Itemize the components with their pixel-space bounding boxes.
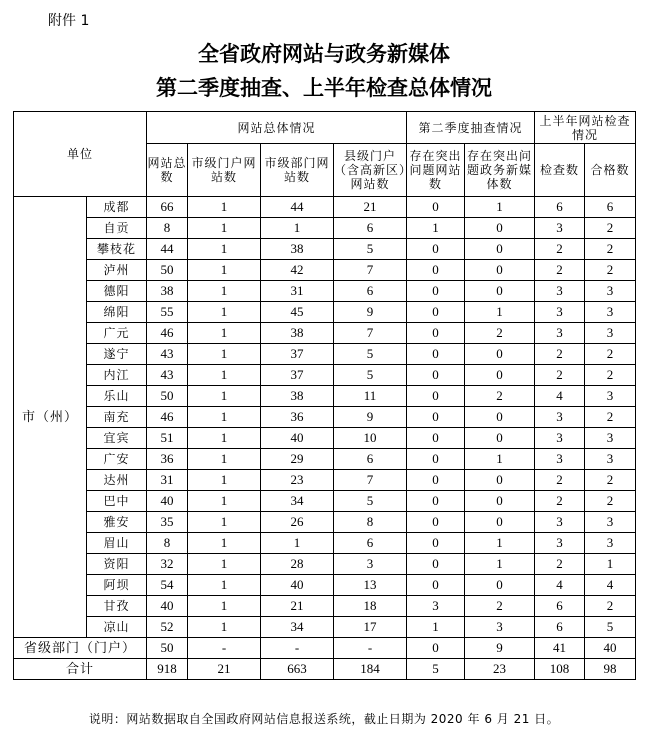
header-col-city-portal: 市级门户网站数 bbox=[188, 144, 261, 197]
city-name: 甘孜 bbox=[87, 596, 147, 617]
cell-value: 40 bbox=[585, 638, 636, 659]
cell-value: 3 bbox=[585, 302, 636, 323]
cell-value: 0 bbox=[407, 554, 465, 575]
title-line-2: 第二季度抽查、上半年检查总体情况 bbox=[156, 75, 492, 100]
cell-value: 3 bbox=[407, 596, 465, 617]
cell-value: 43 bbox=[147, 344, 188, 365]
table-row bbox=[14, 407, 636, 428]
cell-value: 6 bbox=[334, 218, 407, 239]
cell-value: 3 bbox=[535, 428, 585, 449]
city-group-label: 市（州） bbox=[14, 197, 87, 638]
cell-value: - bbox=[334, 638, 407, 659]
cell-value: 29 bbox=[261, 449, 334, 470]
cell-value: 2 bbox=[585, 260, 636, 281]
cell-value: 10 bbox=[334, 428, 407, 449]
cell-value: 0 bbox=[465, 344, 535, 365]
city-name: 广元 bbox=[87, 323, 147, 344]
table-row bbox=[14, 281, 636, 302]
cell-value: 0 bbox=[465, 575, 535, 596]
provincial-label: 省级部门（门户） bbox=[14, 638, 147, 659]
cell-value: 6 bbox=[585, 197, 636, 218]
attachment-label: 附件 1 bbox=[48, 13, 90, 29]
table-row bbox=[14, 533, 636, 554]
provincial-row bbox=[14, 638, 636, 659]
cell-value: 0 bbox=[465, 281, 535, 302]
cell-value: 2 bbox=[585, 596, 636, 617]
table-row bbox=[14, 218, 636, 239]
cell-value: 1 bbox=[261, 218, 334, 239]
cell-value: 0 bbox=[407, 323, 465, 344]
cell-value: 1 bbox=[407, 617, 465, 638]
cell-value: 32 bbox=[147, 554, 188, 575]
cell-value: 45 bbox=[261, 302, 334, 323]
cell-value: 43 bbox=[147, 365, 188, 386]
cell-value: 918 bbox=[147, 659, 188, 680]
cell-value: 0 bbox=[407, 386, 465, 407]
cell-value: 1 bbox=[407, 218, 465, 239]
cell-value: 52 bbox=[147, 617, 188, 638]
city-name: 眉山 bbox=[87, 533, 147, 554]
cell-value: 50 bbox=[147, 638, 188, 659]
cell-value: 1 bbox=[188, 428, 261, 449]
cell-value: 0 bbox=[465, 512, 535, 533]
cell-value: 3 bbox=[334, 554, 407, 575]
table-row bbox=[14, 386, 636, 407]
cell-value: 0 bbox=[407, 365, 465, 386]
header-col-problem-websites: 存在突出问题网站数 bbox=[407, 144, 465, 197]
cell-value: 2 bbox=[535, 344, 585, 365]
cell-value: 184 bbox=[334, 659, 407, 680]
city-name: 德阳 bbox=[87, 281, 147, 302]
cell-value: 0 bbox=[465, 407, 535, 428]
cell-value: 1 bbox=[188, 365, 261, 386]
total-row bbox=[14, 659, 636, 680]
header-group-h1: 上半年网站检查情况 bbox=[535, 112, 636, 144]
cell-value: 2 bbox=[585, 218, 636, 239]
cell-value: 1 bbox=[188, 596, 261, 617]
cell-value: 0 bbox=[407, 260, 465, 281]
total-label: 合计 bbox=[14, 659, 147, 680]
city-name: 内江 bbox=[87, 365, 147, 386]
cell-value: 6 bbox=[334, 281, 407, 302]
cell-value: 34 bbox=[261, 617, 334, 638]
header-col-problem-newmedia: 存在突出问题政务新媒体数 bbox=[465, 144, 535, 197]
cell-value: 9 bbox=[465, 638, 535, 659]
cell-value: 2 bbox=[585, 491, 636, 512]
header-col-total-websites: 网站总数 bbox=[147, 144, 188, 197]
cell-value: 1 bbox=[188, 281, 261, 302]
cell-value: 1 bbox=[465, 554, 535, 575]
cell-value: 3 bbox=[535, 302, 585, 323]
cell-value: 38 bbox=[261, 323, 334, 344]
cell-value: 6 bbox=[535, 596, 585, 617]
city-name: 泸州 bbox=[87, 260, 147, 281]
cell-value: 35 bbox=[147, 512, 188, 533]
table-row bbox=[14, 512, 636, 533]
cell-value: 34 bbox=[261, 491, 334, 512]
cell-value: 8 bbox=[147, 533, 188, 554]
cell-value: 2 bbox=[465, 386, 535, 407]
cell-value: 3 bbox=[535, 407, 585, 428]
table-row bbox=[14, 197, 636, 218]
cell-value: 0 bbox=[407, 428, 465, 449]
cell-value: 2 bbox=[465, 323, 535, 344]
cell-value: 1 bbox=[465, 533, 535, 554]
cell-value: 36 bbox=[147, 449, 188, 470]
cell-value: 663 bbox=[261, 659, 334, 680]
cell-value: 0 bbox=[465, 239, 535, 260]
title-line-1: 全省政府网站与政务新媒体 bbox=[198, 41, 450, 66]
cell-value: 1 bbox=[188, 617, 261, 638]
table-row bbox=[14, 575, 636, 596]
cell-value: 1 bbox=[188, 512, 261, 533]
cell-value: 2 bbox=[535, 239, 585, 260]
city-name: 凉山 bbox=[87, 617, 147, 638]
cell-value: 40 bbox=[147, 596, 188, 617]
cell-value: 5 bbox=[585, 617, 636, 638]
cell-value: 3 bbox=[585, 449, 636, 470]
cell-value: 2 bbox=[535, 260, 585, 281]
cell-value: 1 bbox=[188, 302, 261, 323]
cell-value: 5 bbox=[334, 239, 407, 260]
cell-value: 0 bbox=[465, 470, 535, 491]
city-name: 遂宁 bbox=[87, 344, 147, 365]
header-col-county-portal: 县级门户（含高新区）网站数 bbox=[334, 144, 407, 197]
cell-value: 1 bbox=[188, 218, 261, 239]
cell-value: 18 bbox=[334, 596, 407, 617]
cell-value: 44 bbox=[261, 197, 334, 218]
cell-value: 31 bbox=[261, 281, 334, 302]
cell-value: 5 bbox=[334, 344, 407, 365]
cell-value: 3 bbox=[585, 512, 636, 533]
cell-value: 40 bbox=[261, 575, 334, 596]
header-row-1 bbox=[14, 112, 636, 144]
header-unit: 单位 bbox=[14, 112, 147, 197]
cell-value: 2 bbox=[535, 491, 585, 512]
table-row bbox=[14, 344, 636, 365]
cell-value: 0 bbox=[407, 512, 465, 533]
cell-value: 1 bbox=[188, 533, 261, 554]
cell-value: 55 bbox=[147, 302, 188, 323]
cell-value: 1 bbox=[465, 302, 535, 323]
table-row bbox=[14, 554, 636, 575]
cell-value: 0 bbox=[465, 428, 535, 449]
cell-value: - bbox=[188, 638, 261, 659]
cell-value: 66 bbox=[147, 197, 188, 218]
cell-value: 0 bbox=[407, 281, 465, 302]
city-name: 成都 bbox=[87, 197, 147, 218]
cell-value: 42 bbox=[261, 260, 334, 281]
table-row bbox=[14, 617, 636, 638]
cell-value: 4 bbox=[585, 575, 636, 596]
table-row bbox=[14, 302, 636, 323]
header-col-qualified: 合格数 bbox=[585, 144, 636, 197]
city-name: 资阳 bbox=[87, 554, 147, 575]
cell-value: 108 bbox=[535, 659, 585, 680]
cell-value: 3 bbox=[585, 428, 636, 449]
footnote: 说明：网站数据取自全国政府网站信息报送系统，截止日期为 2020 年 6 月 21 日。 bbox=[88, 712, 560, 726]
cell-value: 13 bbox=[334, 575, 407, 596]
cell-value: 46 bbox=[147, 407, 188, 428]
cell-value: 8 bbox=[334, 512, 407, 533]
cell-value: 7 bbox=[334, 470, 407, 491]
cell-value: 31 bbox=[147, 470, 188, 491]
cell-value: 1 bbox=[188, 470, 261, 491]
cell-value: 7 bbox=[334, 260, 407, 281]
cell-value: 1 bbox=[188, 491, 261, 512]
table-row bbox=[14, 323, 636, 344]
header-col-checked: 检查数 bbox=[535, 144, 585, 197]
cell-value: 0 bbox=[465, 260, 535, 281]
cell-value: 50 bbox=[147, 260, 188, 281]
table-row bbox=[14, 449, 636, 470]
cell-value: 5 bbox=[334, 491, 407, 512]
table-row bbox=[14, 239, 636, 260]
city-name: 巴中 bbox=[87, 491, 147, 512]
cell-value: 23 bbox=[465, 659, 535, 680]
cell-value: 0 bbox=[465, 365, 535, 386]
table-row bbox=[14, 596, 636, 617]
cell-value: 0 bbox=[407, 302, 465, 323]
cell-value: - bbox=[261, 638, 334, 659]
cell-value: 1 bbox=[188, 386, 261, 407]
cell-value: 3 bbox=[585, 533, 636, 554]
cell-value: 3 bbox=[535, 512, 585, 533]
cell-value: 50 bbox=[147, 386, 188, 407]
cell-value: 3 bbox=[535, 323, 585, 344]
cell-value: 46 bbox=[147, 323, 188, 344]
cell-value: 0 bbox=[407, 407, 465, 428]
city-name: 广安 bbox=[87, 449, 147, 470]
cell-value: 0 bbox=[407, 491, 465, 512]
cell-value: 1 bbox=[188, 197, 261, 218]
cell-value: 8 bbox=[147, 218, 188, 239]
city-name: 攀枝花 bbox=[87, 239, 147, 260]
cell-value: 2 bbox=[585, 239, 636, 260]
cell-value: 40 bbox=[261, 428, 334, 449]
cell-value: 3 bbox=[535, 281, 585, 302]
cell-value: 54 bbox=[147, 575, 188, 596]
cell-value: 36 bbox=[261, 407, 334, 428]
cell-value: 9 bbox=[334, 302, 407, 323]
cell-value: 38 bbox=[261, 386, 334, 407]
cell-value: 0 bbox=[465, 491, 535, 512]
cell-value: 0 bbox=[465, 218, 535, 239]
cell-value: 11 bbox=[334, 386, 407, 407]
cell-value: 1 bbox=[188, 575, 261, 596]
cell-value: 40 bbox=[147, 491, 188, 512]
cell-value: 3 bbox=[585, 281, 636, 302]
cell-value: 21 bbox=[261, 596, 334, 617]
cell-value: 3 bbox=[535, 218, 585, 239]
cell-value: 0 bbox=[407, 344, 465, 365]
cell-value: 1 bbox=[188, 260, 261, 281]
cell-value: 6 bbox=[535, 197, 585, 218]
cell-value: 0 bbox=[407, 533, 465, 554]
table-row bbox=[14, 470, 636, 491]
cell-value: 0 bbox=[407, 575, 465, 596]
city-name: 乐山 bbox=[87, 386, 147, 407]
cell-value: 3 bbox=[535, 449, 585, 470]
header-col-city-dept: 市级部门网站数 bbox=[261, 144, 334, 197]
city-name: 自贡 bbox=[87, 218, 147, 239]
cell-value: 9 bbox=[334, 407, 407, 428]
cell-value: 2 bbox=[535, 470, 585, 491]
cell-value: 2 bbox=[585, 365, 636, 386]
cell-value: 44 bbox=[147, 239, 188, 260]
table-row bbox=[14, 491, 636, 512]
cell-value: 26 bbox=[261, 512, 334, 533]
cell-value: 3 bbox=[535, 533, 585, 554]
cell-value: 1 bbox=[465, 449, 535, 470]
city-name: 绵阳 bbox=[87, 302, 147, 323]
header-group-q2: 第二季度抽查情况 bbox=[407, 112, 535, 144]
cell-value: 1 bbox=[261, 533, 334, 554]
cell-value: 2 bbox=[585, 344, 636, 365]
cell-value: 1 bbox=[465, 197, 535, 218]
cell-value: 2 bbox=[535, 365, 585, 386]
cell-value: 2 bbox=[585, 407, 636, 428]
cell-value: 21 bbox=[334, 197, 407, 218]
cell-value: 6 bbox=[535, 617, 585, 638]
city-name: 雅安 bbox=[87, 512, 147, 533]
cell-value: 6 bbox=[334, 449, 407, 470]
cell-value: 41 bbox=[535, 638, 585, 659]
cell-value: 4 bbox=[535, 575, 585, 596]
cell-value: 2 bbox=[585, 470, 636, 491]
cell-value: 1 bbox=[585, 554, 636, 575]
cell-value: 5 bbox=[334, 365, 407, 386]
cell-value: 6 bbox=[334, 533, 407, 554]
city-name: 阿坝 bbox=[87, 575, 147, 596]
cell-value: 38 bbox=[261, 239, 334, 260]
cell-value: 3 bbox=[585, 386, 636, 407]
cell-value: 51 bbox=[147, 428, 188, 449]
cell-value: 1 bbox=[188, 344, 261, 365]
table-row bbox=[14, 365, 636, 386]
cell-value: 0 bbox=[407, 239, 465, 260]
cell-value: 38 bbox=[147, 281, 188, 302]
city-name: 南充 bbox=[87, 407, 147, 428]
cell-value: 17 bbox=[334, 617, 407, 638]
summary-table bbox=[13, 111, 636, 680]
cell-value: 4 bbox=[535, 386, 585, 407]
cell-value: 5 bbox=[407, 659, 465, 680]
cell-value: 7 bbox=[334, 323, 407, 344]
table-row bbox=[14, 260, 636, 281]
cell-value: 2 bbox=[465, 596, 535, 617]
city-name: 宜宾 bbox=[87, 428, 147, 449]
cell-value: 0 bbox=[407, 197, 465, 218]
cell-value: 3 bbox=[585, 323, 636, 344]
cell-value: 2 bbox=[535, 554, 585, 575]
cell-value: 21 bbox=[188, 659, 261, 680]
cell-value: 23 bbox=[261, 470, 334, 491]
cell-value: 1 bbox=[188, 554, 261, 575]
table-row bbox=[14, 428, 636, 449]
cell-value: 1 bbox=[188, 407, 261, 428]
cell-value: 0 bbox=[407, 449, 465, 470]
cell-value: 0 bbox=[407, 470, 465, 491]
cell-value: 37 bbox=[261, 365, 334, 386]
cell-value: 3 bbox=[465, 617, 535, 638]
cell-value: 37 bbox=[261, 344, 334, 365]
cell-value: 28 bbox=[261, 554, 334, 575]
cell-value: 98 bbox=[585, 659, 636, 680]
cell-value: 1 bbox=[188, 449, 261, 470]
city-name: 达州 bbox=[87, 470, 147, 491]
cell-value: 1 bbox=[188, 239, 261, 260]
header-group-website: 网站总体情况 bbox=[147, 112, 407, 144]
cell-value: 0 bbox=[407, 638, 465, 659]
cell-value: 1 bbox=[188, 323, 261, 344]
